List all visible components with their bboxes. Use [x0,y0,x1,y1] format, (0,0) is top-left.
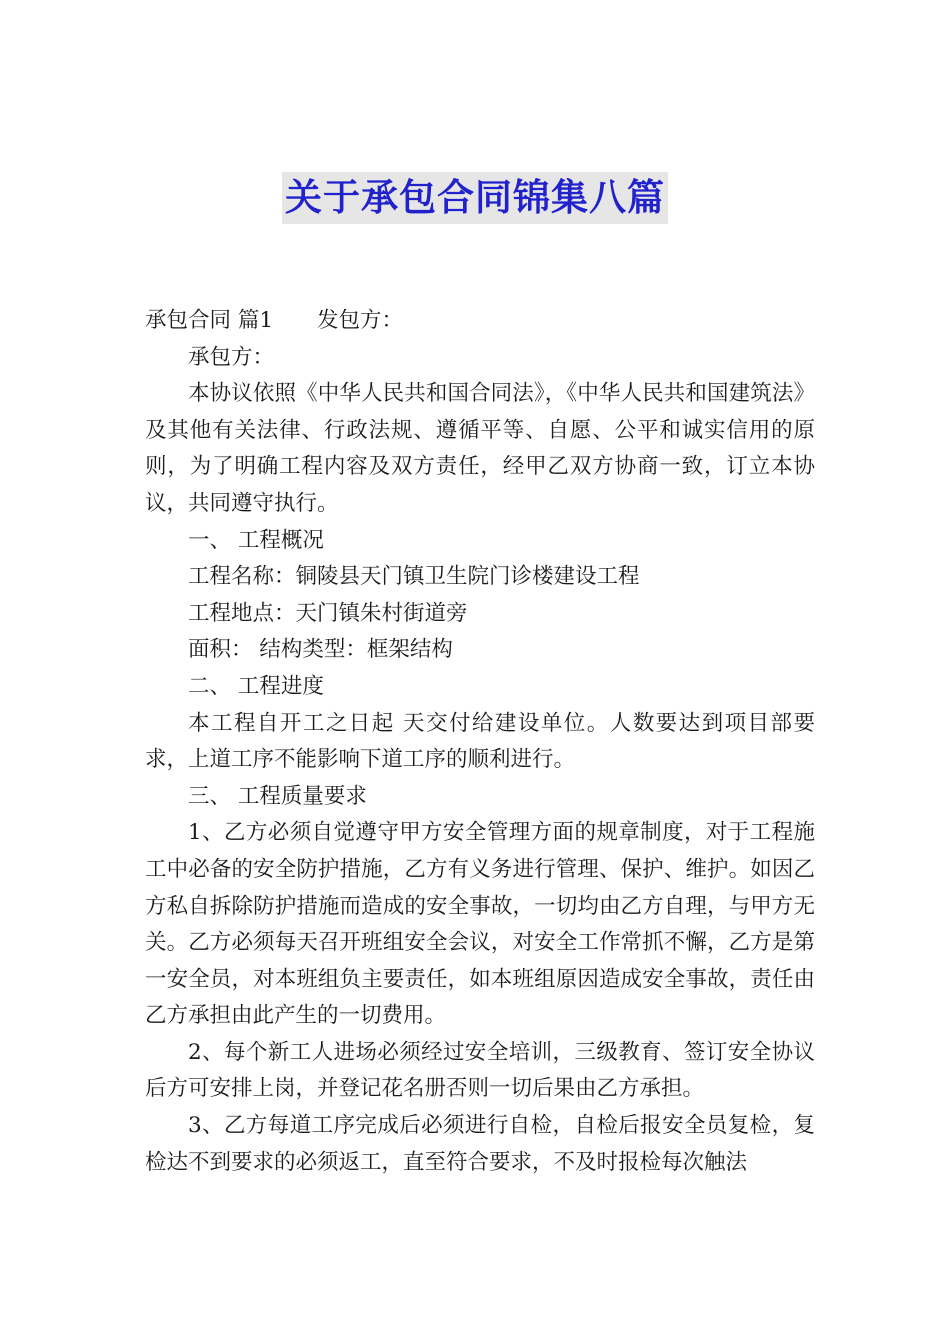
section-1-heading: 一、 工程概况 [188,527,324,553]
project-name: 工程名称：铜陵县天门镇卫生院门诊楼建设工程 [188,564,640,590]
preamble-paragraph: 本协议依照《中华人民共和国合同法》，《中华人民共和国建筑法》及其他有关法律、行政法规、遵循平等、自愿、公平和诚实信用的原则，为了明确工程内容及双方责任，经甲乙双方协商一致，订立本协议，共同遵守执行。 [145,381,815,516]
clause-2: 2、每个新工人进场必须经过安全培训，三级教育、签订安全协议后方可安排上岗，并登记花名册否则一切后果由乙方承担。 [145,1039,815,1102]
clause-1: 1、乙方必须自觉遵守甲方安全管理方面的规章制度，对于工程施工中必备的安全防护措施，乙方有义务进行管理、保护、维护。如因乙方私自拆除防护措施而造成的安全事故，一切均由乙方自理，与甲方无关。乙方必须每天召开班组安全会议，对安全工作常抓不懈，乙方是第一安全员，对本班组负主要责任，如本班组原因造成安全事故，责任由乙方承担由此产生的一切费用。 [145,820,815,1029]
section-heading: 承包合同 篇1 [145,308,274,333]
project-area-structure: 面积： 结构类型：框架结构 [188,637,453,663]
clause-3: 3、乙方每道工序完成后必须进行自检，自检后报安全员复检，复检达不到要求的必须返工，直至符合要求，不及时报检每次触法 [145,1113,815,1175]
party-b-label: 承包方： [188,344,275,370]
document-body [145,303,815,1181]
document-title-text: 关于承包合同锦集八篇 [282,172,668,224]
party-a-label: 发包方： [317,308,404,333]
section-2-heading: 二、 工程进度 [188,673,324,699]
schedule-paragraph: 本工程自开工之日起 天交付给建设单位。人数要达到项目部要求，上道工序不能影响下道工序的顺利进行。 [145,710,815,773]
project-location: 工程地点：天门镇朱村街道旁 [188,600,468,626]
section-3-heading: 三、 工程质量要求 [188,783,367,809]
document-title [0,172,950,224]
section-heading-line [145,303,815,340]
